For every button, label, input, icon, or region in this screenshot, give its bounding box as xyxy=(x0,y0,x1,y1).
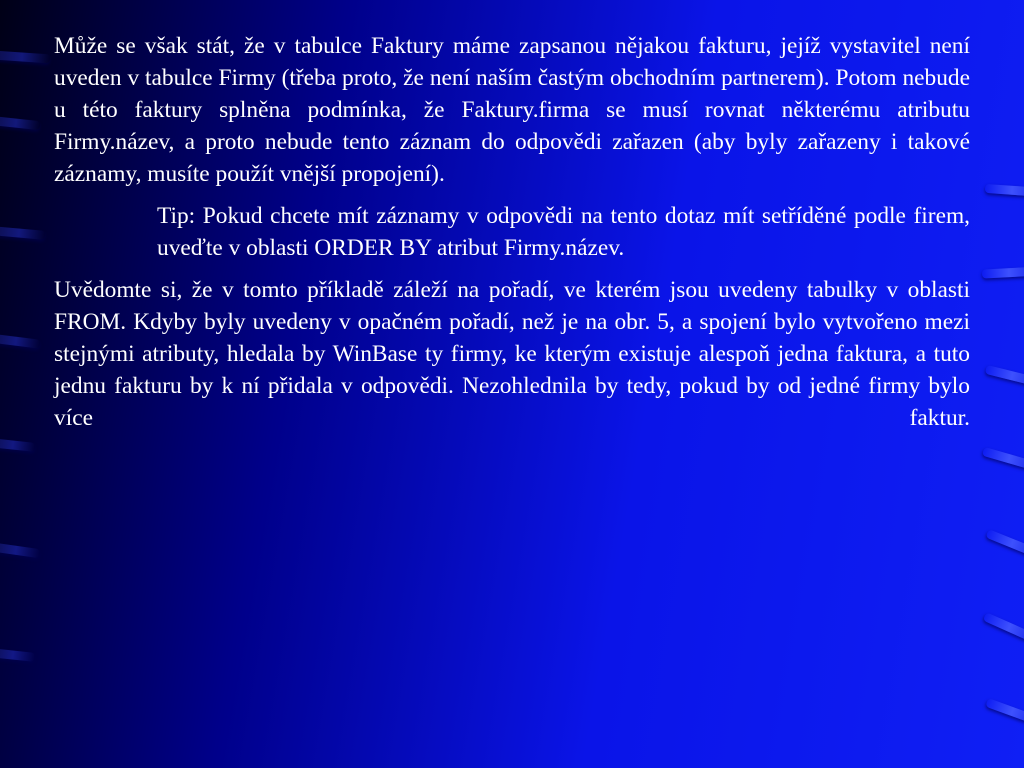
decorative-streak xyxy=(0,50,50,64)
decorative-streak xyxy=(982,266,1024,278)
decorative-streak xyxy=(982,447,1024,472)
paragraph-intro: Může se však stát, že v tabulce Faktury máme zapsanou nějakou fakturu, jejíž vystavitel není uveden v tabulce Firmy (třeba proto, že není naším častým obchodním partnerem). Potom nebude u této faktury splněna podmínka, že Faktury.firma se musí rovnat některému atributu Firmy.název, a proto nebude tento záznam do odpovědi zařazen (aby byly zařazeny i takové záznamy, musíte použít vnější propojení). xyxy=(54,33,970,187)
decorative-streak xyxy=(0,437,35,452)
decorative-streak xyxy=(985,529,1024,560)
paragraph-note: Uvědomte si, že v tomto příkladě záleží na pořadí, ve kterém jsou uvedeny tabulky v oblasti FROM. Kdyby byly uvedeny v opačném pořadí, než je na obr. 5, a spojení bylo vytvořeno mezi stejnými atributy, hledala by WinBase ty firmy, ke kterým existuje alespoň jedna faktura, a tuto jednu fakturu by k ní přidala v odpovědi. Nezohlednila by tedy, pokud by od jedné firmy bylo více faktur. xyxy=(54,277,970,431)
decorative-streak xyxy=(0,647,35,662)
decorative-streak xyxy=(0,225,45,240)
decorative-streak xyxy=(0,541,40,558)
slide-body xyxy=(54,30,970,444)
decorative-streak xyxy=(0,115,40,130)
decorative-streak xyxy=(985,365,1024,388)
decorative-streak xyxy=(0,332,40,348)
decorative-streak xyxy=(985,184,1024,197)
decorative-streak xyxy=(985,698,1024,727)
decorative-streak xyxy=(983,612,1024,645)
paragraph-tip: Tip: Pokud chcete mít záznamy v odpovědi na tento dotaz mít setříděné podle firem, uveďte v oblasti ORDER BY atribut Firmy.název. xyxy=(157,203,970,261)
